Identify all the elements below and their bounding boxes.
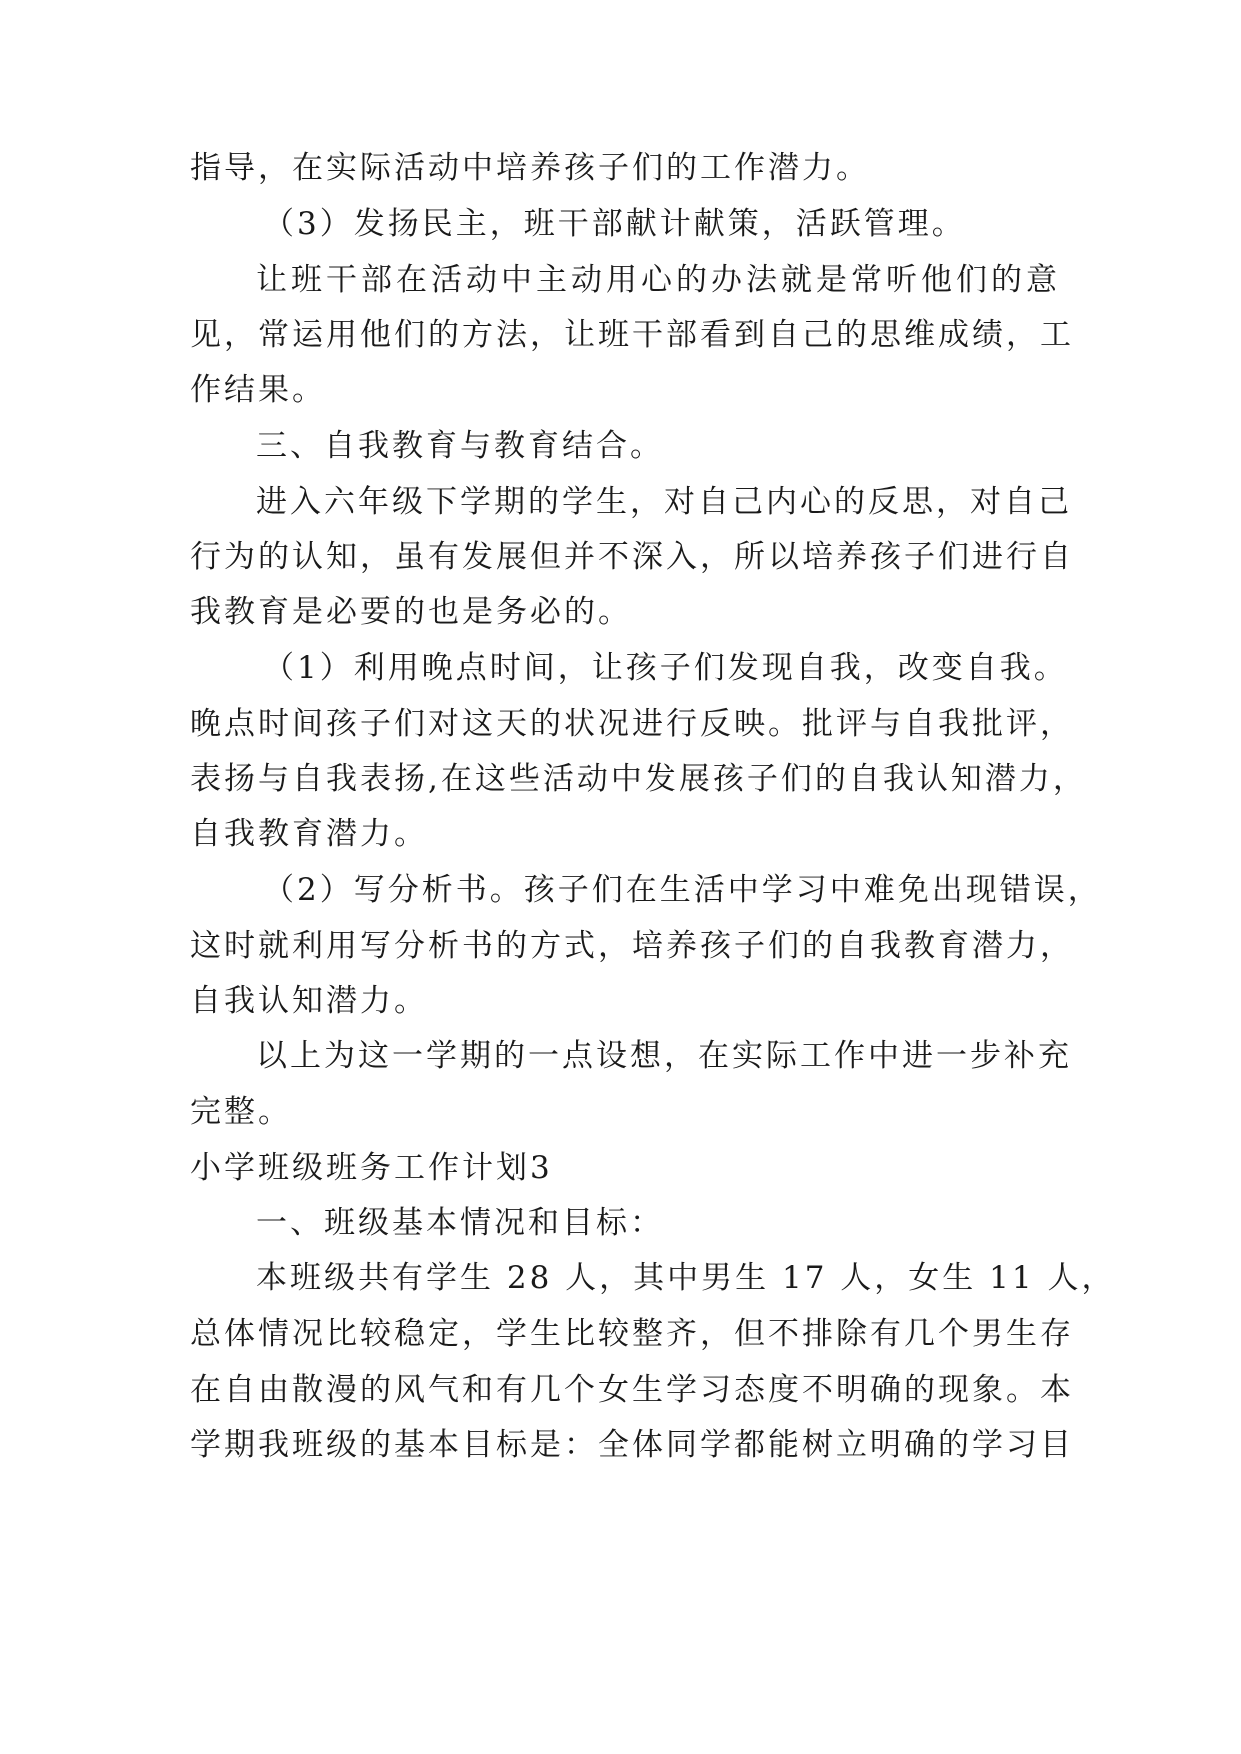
document-title: 小学班级班务工作计划3 (190, 1150, 553, 1186)
text-line: 总体情况比较稳定，学生比较整齐，但不排除有几个男生存 (190, 1316, 1074, 1352)
text-line: 这时就利用写分析书的方式，培养孩子们的自我教育潜力， (190, 928, 1074, 964)
text-line: 在自由散漫的风气和有几个女生学习态度不明确的现象。本 (190, 1372, 1074, 1408)
text-line: 指导，在实际活动中培养孩子们的工作潜力。 (190, 150, 870, 186)
text-line: （2）写分析书。孩子们在生活中学习中难免出现错误， (263, 872, 1102, 908)
text-line: 我教育是必要的也是务必的。 (190, 594, 632, 630)
text-line: 让班干部在活动中主动用心的办法就是常听他们的意 (256, 262, 1060, 298)
text-line: 自我认知潜力。 (190, 983, 428, 1019)
text-line: 表扬与自我表扬,在这些活动中发展孩子们的自我认知潜力， (190, 761, 1087, 797)
text-line: 自我教育潜力。 (190, 816, 428, 852)
text-line: 完整。 (190, 1094, 292, 1130)
text-line: 作结果。 (190, 372, 326, 408)
text-line: 见，常运用他们的方法，让班干部看到自己的思维成绩，工 (190, 317, 1074, 353)
text-line: 本班级共有学生 28 人，其中男生 17 人，女生 11 人， (256, 1260, 1116, 1296)
section-heading: 三、自我教育与教育结合。 (256, 428, 664, 464)
text-line: 晚点时间孩子们对这天的状况进行反映。批评与自我批评， (190, 706, 1074, 742)
text-line: （1）利用晚点时间，让孩子们发现自我，改变自我。 (263, 650, 1068, 686)
text-line: 进入六年级下学期的学生，对自己内心的反思，对自己 (256, 484, 1072, 520)
text-line: 行为的认知，虽有发展但并不深入，所以培养孩子们进行自 (190, 539, 1074, 575)
text-line: 学期我班级的基本目标是：全体同学都能树立明确的学习目 (190, 1427, 1074, 1463)
text-line: （3）发扬民主，班干部献计献策，活跃管理。 (263, 206, 966, 242)
text-line: 以上为这一学期的一点设想，在实际工作中进一步补充 (256, 1038, 1072, 1074)
section-heading: 一、班级基本情况和目标： (256, 1205, 664, 1241)
